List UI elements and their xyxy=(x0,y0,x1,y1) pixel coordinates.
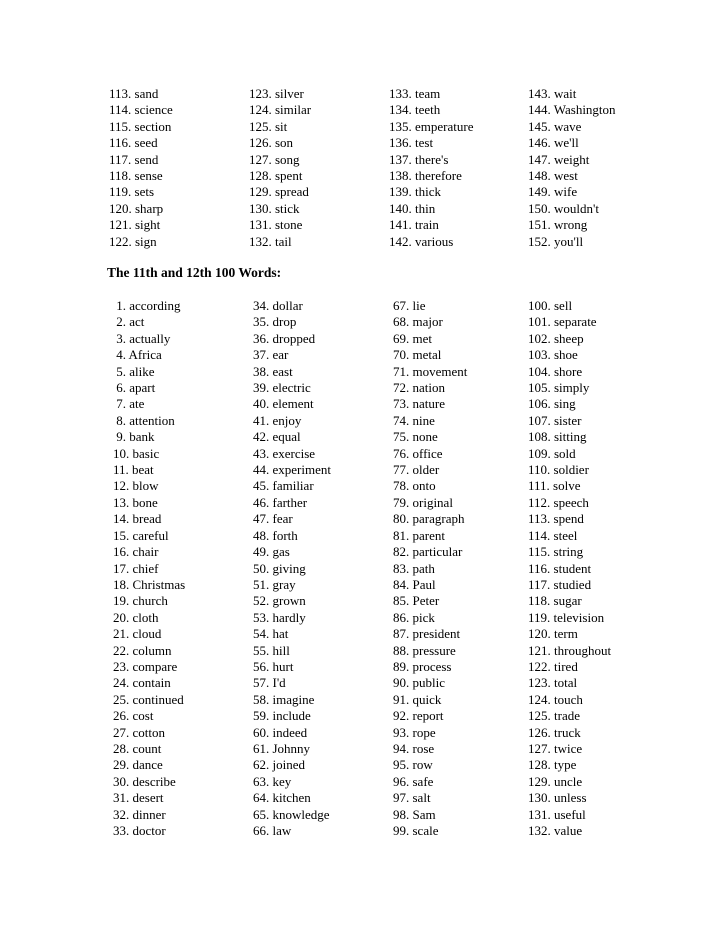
word-entry: 122. sign xyxy=(109,233,157,249)
word-entry: 76. office xyxy=(393,445,443,461)
word-entry: 41. enjoy xyxy=(253,412,302,428)
word-entry: 42. equal xyxy=(253,429,301,445)
word-entry: 83. path xyxy=(393,560,435,576)
word-entry: 120. term xyxy=(528,626,578,642)
word-entry: 146. we'll xyxy=(528,135,579,151)
word-entry: 101. separate xyxy=(528,314,597,330)
word-entry: 124. touch xyxy=(528,691,583,707)
word-entry: 1. according xyxy=(113,298,181,313)
word-entry: 57. I'd xyxy=(253,675,286,691)
word-entry: 33. doctor xyxy=(113,823,166,838)
word-entry: 93. rope xyxy=(393,724,436,740)
word-entry: 9. bank xyxy=(113,429,155,445)
word-entry: 118. sugar xyxy=(528,593,582,609)
word-entry: 81. parent xyxy=(393,527,445,543)
word-entry: 67. lie xyxy=(393,298,426,313)
word-entry: 86. pick xyxy=(393,609,435,625)
word-entry: 112. speech xyxy=(528,494,589,510)
word-entry: 46. farther xyxy=(253,494,308,510)
word-entry: 104. shore xyxy=(528,363,583,379)
word-entry: 115. string xyxy=(528,544,584,560)
word-entry: 77. older xyxy=(393,462,440,478)
word-entry: 102. sheep xyxy=(528,330,584,346)
word-entry: 89. process xyxy=(393,658,452,674)
word-entry: 98. Sam xyxy=(393,806,436,822)
word-entry: 28. count xyxy=(113,740,162,756)
word-entry: 127. song xyxy=(249,151,300,167)
word-entry: 64. kitchen xyxy=(253,790,311,806)
word-entry: 71. movement xyxy=(393,363,468,379)
word-entry: 126. truck xyxy=(528,724,581,740)
word-entry: 63. key xyxy=(253,773,292,789)
word-column-4 xyxy=(528,298,611,839)
word-entry: 48. forth xyxy=(253,527,298,543)
word-entry: 92. report xyxy=(393,708,444,724)
word-entry: 24. contain xyxy=(113,675,171,691)
word-entry: 131. stone xyxy=(249,217,303,233)
word-entry: 91. quick xyxy=(393,691,442,707)
word-entry: 133. team xyxy=(389,86,441,101)
word-column-2 xyxy=(253,298,331,839)
word-entry: 31. desert xyxy=(113,790,164,806)
word-entry: 2. act xyxy=(113,314,145,330)
word-entry: 117. send xyxy=(109,151,159,167)
word-entry: 119. television xyxy=(528,609,605,625)
word-entry: 110. soldier xyxy=(528,462,589,478)
word-column-3 xyxy=(389,86,473,250)
word-entry: 15. careful xyxy=(113,527,169,543)
word-entry: 37. ear xyxy=(253,347,289,363)
word-entry: 5. alike xyxy=(113,363,155,379)
word-entry: 26. cost xyxy=(113,708,154,724)
word-entry: 126. son xyxy=(249,135,294,151)
word-entry: 29. dance xyxy=(113,757,163,773)
word-entry: 106. sing xyxy=(528,396,576,412)
word-entry: 38. east xyxy=(253,363,293,379)
word-entry: 116. seed xyxy=(109,135,158,151)
word-entry: 58. imagine xyxy=(253,691,315,707)
word-entry: 13. bone xyxy=(113,494,158,510)
word-entry: 124. similar xyxy=(249,102,312,118)
word-entry: 68. major xyxy=(393,314,443,330)
word-entry: 88. pressure xyxy=(393,642,456,658)
word-entry: 136. test xyxy=(389,135,434,151)
word-entry: 129. uncle xyxy=(528,773,583,789)
word-entry: 3. actually xyxy=(113,330,171,346)
word-entry: 84. Paul xyxy=(393,576,436,592)
word-entry: 11. beat xyxy=(113,462,154,478)
word-entry: 32. dinner xyxy=(113,806,166,822)
word-entry: 122. tired xyxy=(528,658,578,674)
word-entry: 10. basic xyxy=(113,445,160,461)
word-entry: 43. exercise xyxy=(253,445,316,461)
word-entry: 103. shoe xyxy=(528,347,578,363)
word-entry: 125. trade xyxy=(528,708,580,724)
word-entry: 143. wait xyxy=(528,86,577,101)
word-entry: 132. value xyxy=(528,823,583,838)
word-entry: 16. chair xyxy=(113,544,159,560)
word-entry: 54. hat xyxy=(253,626,289,642)
word-entry: 8. attention xyxy=(113,412,175,428)
word-entry: 17. chief xyxy=(113,560,159,576)
word-entry: 148. west xyxy=(528,168,578,184)
word-entry: 144. Washington xyxy=(528,102,616,118)
word-entry: 36. dropped xyxy=(253,330,316,346)
word-entry: 152. you'll xyxy=(528,233,584,249)
word-entry: 52. grown xyxy=(253,593,306,609)
word-entry: 97. salt xyxy=(393,790,431,806)
word-entry: 111. solve xyxy=(528,478,581,494)
word-entry: 12. blow xyxy=(113,478,159,494)
word-entry: 114. science xyxy=(109,102,173,118)
word-entry: 109. sold xyxy=(528,445,576,461)
word-column-2 xyxy=(249,86,311,250)
word-entry: 61. Johnny xyxy=(253,740,311,756)
word-entry: 56. hurt xyxy=(253,658,294,674)
word-entry: 123. total xyxy=(528,675,578,691)
word-entry: 139. thick xyxy=(389,184,441,200)
word-entry: 14. bread xyxy=(113,511,162,527)
word-entry: 125. sit xyxy=(249,118,288,134)
word-entry: 130. stick xyxy=(249,200,300,216)
word-entry: 99. scale xyxy=(393,823,439,838)
word-entry: 116. student xyxy=(528,560,592,576)
word-entry: 134. teeth xyxy=(389,102,441,118)
word-entry: 82. particular xyxy=(393,544,463,560)
word-entry: 53. hardly xyxy=(253,609,306,625)
word-entry: 114. steel xyxy=(528,527,578,543)
word-entry: 80. paragraph xyxy=(393,511,465,527)
word-entry: 150. wouldn't xyxy=(528,200,599,216)
word-entry: 23. compare xyxy=(113,658,178,674)
word-entry: 47. fear xyxy=(253,511,293,527)
word-entry: 4. Africa xyxy=(113,347,162,363)
word-entry: 35. drop xyxy=(253,314,297,330)
word-entry: 121. sight xyxy=(109,217,161,233)
word-entry: 113. sand xyxy=(109,86,159,101)
word-entry: 95. row xyxy=(393,757,433,773)
word-entry: 132. tail xyxy=(249,233,292,249)
word-entry: 73. nature xyxy=(393,396,445,412)
word-column-4 xyxy=(528,86,616,250)
word-entry: 39. electric xyxy=(253,380,311,396)
word-entry: 72. nation xyxy=(393,380,445,396)
word-entry: 107. sister xyxy=(528,412,582,428)
section-title: The 11th and 12th 100 Words: xyxy=(107,265,282,280)
word-entry: 94. rose xyxy=(393,740,435,756)
word-entry: 27. cotton xyxy=(113,724,165,740)
word-entry: 123. silver xyxy=(249,86,304,101)
word-entry: 30. describe xyxy=(113,773,176,789)
word-entry: 51. gray xyxy=(253,576,296,592)
word-entry: 87. president xyxy=(393,626,461,642)
word-entry: 151. wrong xyxy=(528,217,588,233)
word-entry: 66. law xyxy=(253,823,292,838)
word-entry: 119. sets xyxy=(109,184,155,200)
word-entry: 113. spend xyxy=(528,511,584,527)
word-entry: 45. familiar xyxy=(253,478,314,494)
word-entry: 62. joined xyxy=(253,757,305,773)
word-entry: 128. spent xyxy=(249,168,303,184)
word-entry: 90. public xyxy=(393,675,445,691)
word-entry: 115. section xyxy=(109,118,172,134)
word-entry: 69. met xyxy=(393,330,432,346)
word-entry: 145. wave xyxy=(528,118,582,134)
word-entry: 108. sitting xyxy=(528,429,587,445)
word-entry: 96. safe xyxy=(393,773,434,789)
word-entry: 117. studied xyxy=(528,576,592,592)
word-entry: 74. nine xyxy=(393,412,435,428)
word-entry: 6. apart xyxy=(113,380,156,396)
word-entry: 121. throughout xyxy=(528,642,612,658)
word-entry: 49. gas xyxy=(253,544,290,560)
word-entry: 19. church xyxy=(113,593,168,609)
word-entry: 7. ate xyxy=(113,396,145,412)
word-entry: 120. sharp xyxy=(109,200,164,216)
word-entry: 25. continued xyxy=(113,691,184,707)
word-entry: 59. include xyxy=(253,708,311,724)
word-entry: 78. onto xyxy=(393,478,436,494)
word-entry: 65. knowledge xyxy=(253,806,330,822)
word-entry: 130. unless xyxy=(528,790,587,806)
word-entry: 85. Peter xyxy=(393,593,440,609)
word-entry: 149. wife xyxy=(528,184,578,200)
word-entry: 44. experiment xyxy=(253,462,331,478)
word-entry: 135. emperature xyxy=(389,118,474,134)
word-entry: 141. train xyxy=(389,217,439,233)
word-entry: 131. useful xyxy=(528,806,586,822)
word-entry: 105. simply xyxy=(528,380,590,396)
word-entry: 142. various xyxy=(389,233,454,249)
word-entry: 100. sell xyxy=(528,298,573,313)
word-entry: 22. column xyxy=(113,642,172,658)
word-entry: 34. dollar xyxy=(253,298,303,313)
word-entry: 70. metal xyxy=(393,347,442,363)
word-column-3 xyxy=(393,298,467,839)
word-column-1 xyxy=(109,86,173,250)
word-entry: 75. none xyxy=(393,429,438,445)
word-entry: 147. weight xyxy=(528,151,590,167)
word-entry: 21. cloud xyxy=(113,626,162,642)
word-entry: 118. sense xyxy=(109,168,163,184)
word-entry: 128. type xyxy=(528,757,577,773)
word-entry: 129. spread xyxy=(249,184,309,200)
word-entry: 55. hill xyxy=(253,642,290,658)
word-entry: 127. twice xyxy=(528,740,583,756)
word-column-1 xyxy=(113,298,185,839)
word-entry: 40. element xyxy=(253,396,314,412)
word-entry: 138. therefore xyxy=(389,168,462,184)
word-entry: 20. cloth xyxy=(113,609,159,625)
word-entry: 18. Christmas xyxy=(113,576,186,592)
word-entry: 140. thin xyxy=(389,200,436,216)
word-entry: 79. original xyxy=(393,494,453,510)
word-entry: 50. giving xyxy=(253,560,306,576)
word-entry: 60. indeed xyxy=(253,724,308,740)
word-entry: 137. there's xyxy=(389,151,449,167)
